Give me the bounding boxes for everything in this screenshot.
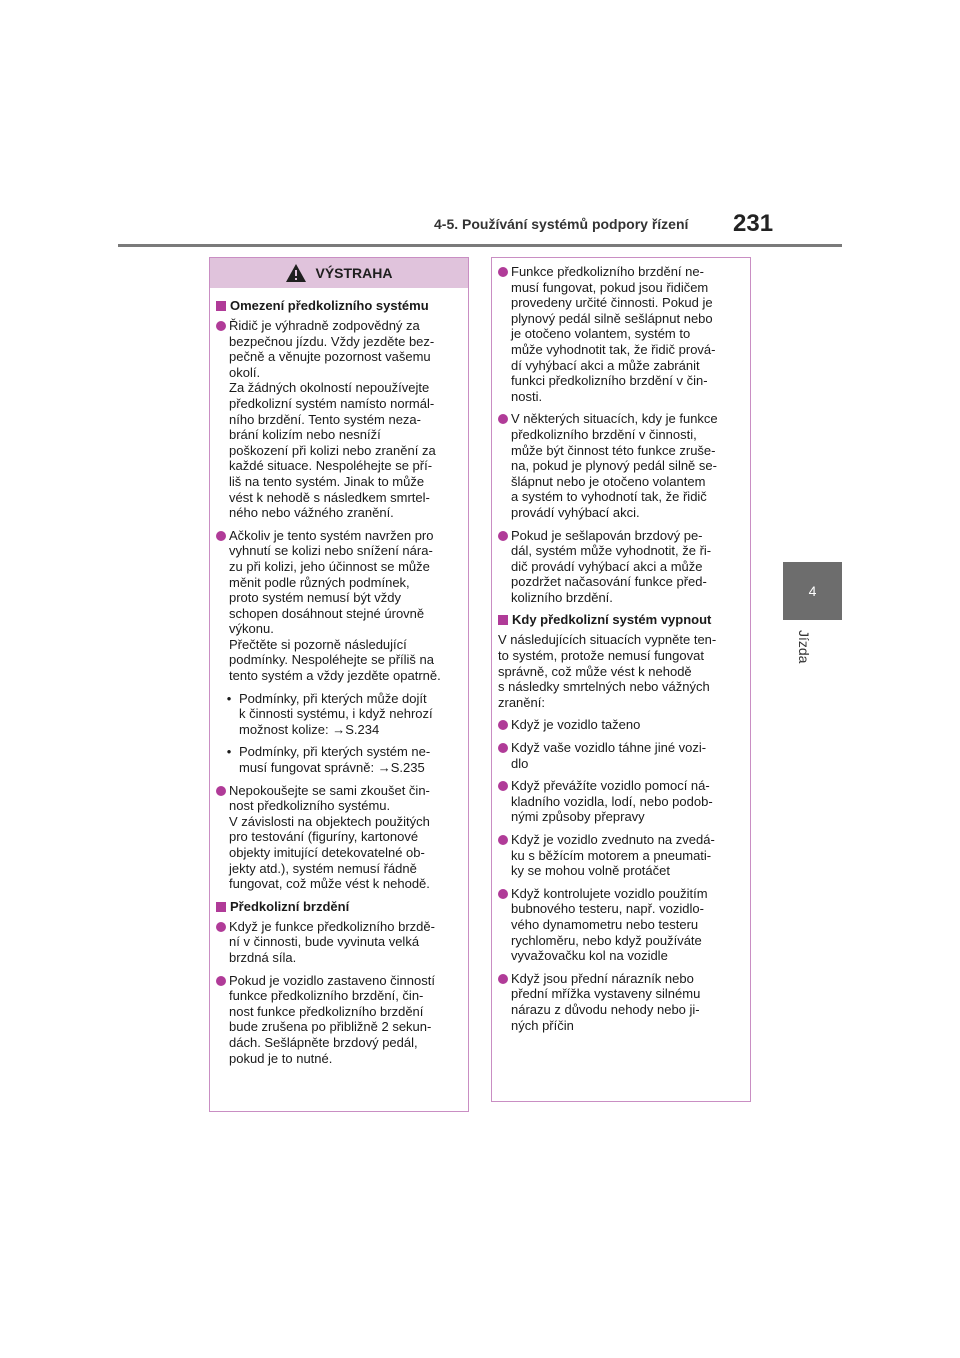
sub-list-item: • Podmínky, při kterých systém ne- musí fungovat správně: →S.235 <box>216 744 460 775</box>
section-heading: Omezení předkolizního systému <box>216 298 460 314</box>
page-number: 231 <box>733 210 774 237</box>
warning-header <box>210 258 468 288</box>
section-heading: Předkolizní brzdění <box>216 899 460 915</box>
warning-title: VÝSTRAHA <box>315 265 393 281</box>
list-item: Když je vozidlo taženo <box>498 717 742 733</box>
list-item: Když je funkce předkolizního brzdě- ní v činnosti, bude vyvinuta velká brzdná síla. <box>216 919 460 966</box>
circle-bullet-icon <box>498 267 508 277</box>
list-item: Když kontrolujete vozidlo použitím bubnového testeru, např. vozidlo- vého dynamometru nebo testeru rychloměru, nebo když používáte vyvažovačku kol na vozidle <box>498 886 742 964</box>
warning-box <box>209 257 469 1112</box>
chapter-tab[interactable]: 4 <box>783 562 842 620</box>
circle-bullet-icon <box>498 531 508 541</box>
header-divider <box>118 244 842 247</box>
sub-list-item: • Podmínky, při kterých může dojít k činnosti systému, i když nehrozí možnost kolize: →S.234 <box>216 691 460 738</box>
list-item: Nepokoušejte se sami zkoušet čin- nost předkolizního systému. V závislosti na objektech použitých pro testování (figuríny, kartonové objekty imitující detekovatelné ob- jekty atd.), systém nemusí řádně fungovat, což může vést k nehodě. <box>216 783 460 892</box>
square-bullet-icon <box>216 301 226 311</box>
circle-bullet-icon <box>498 889 508 899</box>
circle-bullet-icon <box>216 922 226 932</box>
list-item: Když jsou přední nárazník nebo přední mřížka vystaveny silnému nárazu z důvodu nehody nebo ji- ných příčin <box>498 971 742 1033</box>
circle-bullet-icon <box>498 720 508 730</box>
square-bullet-icon <box>216 902 226 912</box>
square-bullet-icon <box>498 615 508 625</box>
list-item: Když převážíte vozidlo pomocí ná- kladního vozidla, lodí, nebo podob- nými způsoby přepravy <box>498 778 742 825</box>
warning-triangle-icon <box>285 263 307 283</box>
circle-bullet-icon <box>498 835 508 845</box>
circle-bullet-icon <box>498 974 508 984</box>
circle-bullet-icon <box>216 321 226 331</box>
circle-bullet-icon <box>216 531 226 541</box>
list-item: V některých situacích, kdy je funkce předkolizního brzdění v činnosti, může být činnost této funkce zruše- na, pokud je plynový pedál silně se- šlápnut nebo je otočeno volantem a systém to vyhodnotí tak, že řidič provádí vyhýbací akci. <box>498 411 742 520</box>
section-heading: Kdy předkolizní systém vypnout <box>498 612 742 628</box>
circle-bullet-icon <box>216 786 226 796</box>
list-item: Když je vozidlo zvednuto na zvedá- ku s běžícím motorem a pneumati- ky se mohou volně protáčet <box>498 832 742 879</box>
dot-bullet-icon: • <box>226 690 232 706</box>
list-item: Funkce předkolizního brzdění ne- musí fungovat, pokud jsou řidičem provedeny určité činnosti. Pokud je plynový pedál silně sešlápnut nebo je otočeno volantem, systém to může vyhodnotit tak, že řidič prová- dí vyhýbací akci a může zabránit funkci předkolizního brzdění v čin- nosti. <box>498 264 742 404</box>
circle-bullet-icon <box>216 976 226 986</box>
intro-paragraph: V následujících situacích vypněte ten- to systém, protože nemusí fungovat správně, což může vést k nehodě s následky smrtelných nebo vážných zranění: <box>498 632 717 710</box>
circle-bullet-icon <box>498 743 508 753</box>
list-item: Ačkoliv je tento systém navržen pro vyhnutí se kolizi nebo snížení nára- zu při kolizi, jeho účinnost se může měnit podle různých podmínek, proto systém nemusí být vždy schopen dosáhnout stejné úrovně výkonu. Přečtěte si pozorně následující podmínky. Nespoléhejte se příliš na tento systém a vždy jezděte opatrně. <box>216 528 460 684</box>
chapter-label: Jízda <box>796 630 812 664</box>
list-item: Pokud je sešlapován brzdový pe- dál, systém může vyhodnotit, že ři- dič provádí vyhýbací akci a může pozdržet načasování funkce před- kolizního brzdění. <box>498 528 742 606</box>
dot-bullet-icon: • <box>226 744 232 760</box>
section-title: 4-5. Používání systémů podpory řízení <box>434 216 689 232</box>
warning-box-continued <box>491 257 751 1102</box>
list-item: Pokud je vozidlo zastaveno činností funkce předkolizního brzdění, čin- nost funkce předkolizního brzdění bude zrušena po přibližně 2 sekun- dách. Sešlápněte brzdový pedál, pokud je to nutné. <box>216 973 460 1067</box>
circle-bullet-icon <box>498 781 508 791</box>
list-item: Když vaše vozidlo táhne jiné vozi- dlo <box>498 740 742 771</box>
circle-bullet-icon <box>498 414 508 424</box>
list-item: Řidič je výhradně zodpovědný za bezpečnou jízdu. Vždy jezděte bez- pečně a věnujte pozornost vašemu okolí. Za žádných okolností nepoužívejte předkolizní systém namísto normál- ního brzdění. Tento systém neza- brání kolizím nebo nesníží poškození při kolizi nebo zranění za každé situace. Nespoléhejte se pří- liš na tento systém. Jinak to může vést k nehodě s následkem smrtel- ného nebo vážného zranění. <box>216 318 460 521</box>
